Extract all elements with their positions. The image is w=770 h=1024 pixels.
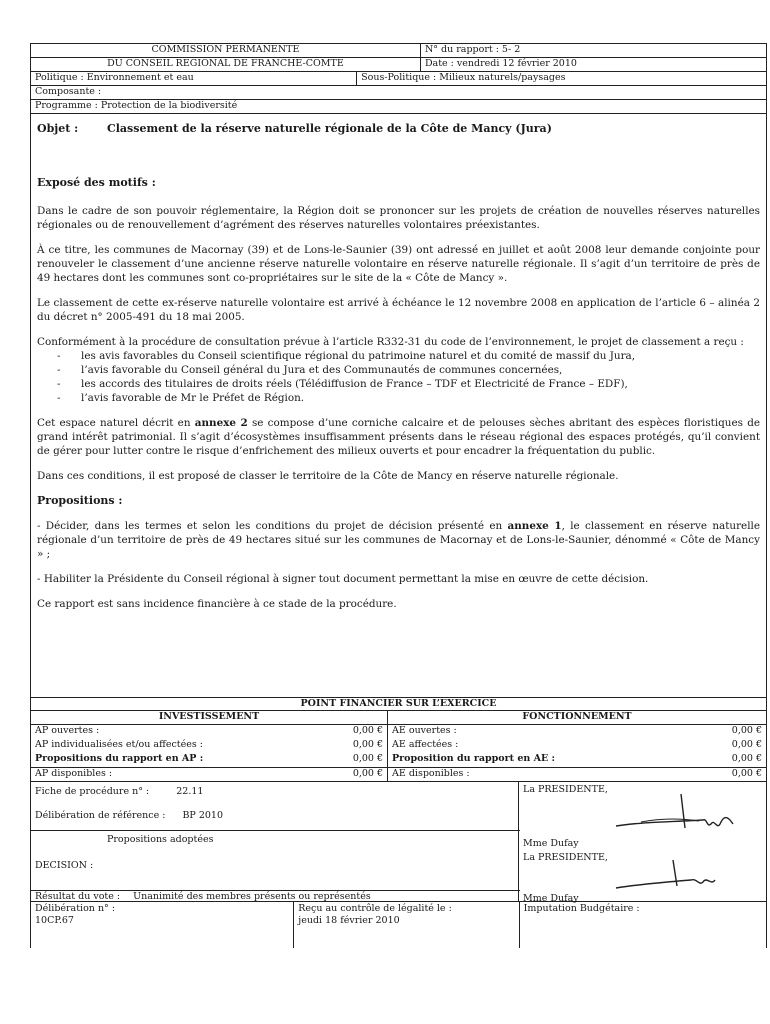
propositions-heading: Propositions : [37,494,123,507]
finance-row [31,767,766,781]
expose-heading: Exposé des motifs : [37,176,156,189]
footer-left [31,782,518,901]
finance-value: 0,00 € [352,725,384,736]
rapport-number: N° du rapport : 5- 2 [420,44,766,57]
finance-label: AP disponibles : [35,768,113,779]
finance-value: 0,00 € [352,768,384,779]
footer-bottom-row [30,902,767,948]
finance-row [31,725,766,739]
decision-label: DECISION : [35,860,94,871]
header-row-2 [30,58,767,72]
conseil-title: DU CONSEIL REGIONAL DE FRANCHE-COMTE [107,58,344,69]
objet-label: Objet : [37,122,79,135]
finance-label: AP individualisées et/ou affectées : [35,739,203,750]
deliberation-reference-value: BP 2010 [182,810,224,821]
investissement-title: INVESTISSEMENT [158,711,260,722]
finance-label: Proposition du rapport en AE : [387,753,686,767]
prop1-text-a: - Décider, dans les termes et selon les conditions du projet de décision présenté en [37,520,508,532]
footer-block [30,782,767,902]
imputation-label: Imputation Budgétaire : [523,903,640,914]
expose-paragraph-2: À ce titre, les communes de Macornay (39) et de Lons-le-Saunier (39) ont adressé en juillet et août 2008 leur demande conjointe pour renouveler le classement d’une ancienne réserve naturelle volontaire en réserve naturelle régionale. Il s’agit d’un territoire de près de 49 hectares dont les communes sont co-propriétaires sur le site de la « Côte de Mancy ». [37,244,760,284]
annexe-2-reference: annexe 2 [194,417,248,429]
finance-title: POINT FINANCIER SUR L’EXERCICE [300,698,497,709]
finance-title-row [30,698,767,711]
finance-value: 0,00 € [352,739,384,750]
finance-value: 0,00 € [731,753,762,764]
presidente-label-2: La PRESIDENTE, [523,852,608,863]
signataire-2: Mme Dufay [523,893,579,904]
imputation-cell [519,902,766,948]
header-row-1 [30,43,767,58]
objet-text: Classement de la réserve naturelle régionale de la Côte de Mancy (Jura) [107,122,552,135]
header-row-5 [30,100,767,114]
expose-paragraph-1: Dans le cadre de son pouvoir réglementaire, la Région doit se prononcer sur les projets de création de nouvelles réserves naturelles régionales ou de renouvellement d’agrément des réserves naturelles volontaires préexistantes. [37,205,760,231]
signature-1 [611,788,741,836]
proposition-1 [37,519,760,561]
recu-value: jeudi 18 février 2010 [298,915,400,926]
politique: Politique : Environnement et eau [35,72,194,83]
finance-label: Propositions du rapport en AP : [35,753,204,764]
finance-table [30,725,767,782]
deliberation-no-label: Délibération n° : [35,903,116,914]
deliberation-no-cell [31,902,293,948]
finance-value: 0,00 € [731,768,762,779]
header-row-3 [30,72,767,86]
rapport-date: Date : vendredi 12 février 2010 [420,58,766,71]
signataire-1: Mme Dufay [523,838,579,849]
finance-label: AP ouvertes : [35,725,100,736]
resultat-label: Résultat du vote : [35,891,121,902]
p5-text-c: se compose d’une corniche calcaire et de pelouses sèches abritant des espèces floristiques de grand intérêt patrimonial. Il s’agit d’écosystèmes insuffisamment présents dans le réseau régional des espaces protégés, qu’il convient de gérer pour lutter contre le risque d’enfrichement des milieux ouverts et pour encadrer la fréquentation du public. [37,417,760,457]
finance-value: 0,00 € [731,739,762,750]
financial-note: Ce rapport est sans incidence financière à ce stade de la procédure. [37,598,397,610]
finance-row [31,739,766,753]
composante: Composante : [35,86,102,97]
expose-paragraph-3: Le classement de cette ex-réserve naturelle volontaire est arrivé à échéance le 12 novembre 2008 en application de l’article 6 – alinéa 2 du décret n° 2005-491 du 18 mai 2005. [37,297,760,323]
resultat-value: Unanimité des membres présents ou représentés [133,891,371,902]
p5-text-a: Cet espace naturel décrit en [37,417,195,429]
consultation-list [37,349,760,405]
fonctionnement-title: FONCTIONNEMENT [387,711,766,724]
list-item: - l’avis favorable du Conseil général du Jura et des Communautés de communes concernées, [57,363,760,377]
fiche-label: Fiche de procédure n° : [35,786,150,797]
presidente-label-1: La PRESIDENTE, [523,784,608,795]
commission-title: COMMISSION PERMANENTE [151,44,300,55]
proposition-2: - Habiliter la Présidente du Conseil régional à signer tout document permettant la mise en œuvre de cette décision. [37,573,649,585]
finance-label: AE disponibles : [387,768,686,781]
deliberation-reference-label: Délibération de référence : [35,810,166,821]
propositions-adoptees: Propositions adoptées [107,834,214,845]
expose-paragraph-5 [37,416,760,458]
finance-value: 0,00 € [731,725,762,736]
signature-2 [611,856,731,898]
document-page [30,43,767,948]
objet-line [37,122,760,136]
header-row-4 [30,86,767,100]
finance-row [31,753,766,767]
footer-right [518,782,766,904]
finance-label: AE affectées : [387,739,686,753]
list-item: - les accords des titulaires de droits réels (Télédiffusion de France – TDF et Electricité de France – EDF), [57,377,760,391]
programme: Programme : Protection de la biodiversité [35,100,238,111]
finance-label: AE ouvertes : [387,725,686,739]
recu-label: Reçu au contrôle de légalité le : [298,903,452,914]
expose-paragraph-6: Dans ces conditions, il est proposé de classer le territoire de la Côte de Mancy en réserve naturelle régionale. [37,470,619,482]
finance-value: 0,00 € [352,753,384,764]
sous-politique: Sous-Politique : Milieux naturels/paysages [356,72,766,85]
deliberation-no-value: 10CP.67 [35,915,74,926]
list-item: - les avis favorables du Conseil scientifique régional du patrimoine naturel et du comité de massif du Jura, [57,349,760,363]
list-item: - l’avis favorable de Mr le Préfet de Région. [57,391,760,405]
finance-columns-row [30,711,767,725]
recu-cell [293,902,518,948]
expose-paragraph-4: Conformément à la procédure de consultation prévue à l’article R332-31 du code de l’environnement, le projet de classement a reçu : [37,336,744,348]
prop1-text-c: , le classement en réserve naturelle régionale d’un territoire de près de 49 hectares situé sur les communes de Macornay et de Lons-le-Saunier, dénommé « Côte de Mancy » ; [37,520,760,560]
report-body [30,114,767,698]
annexe-1-reference: annexe 1 [507,520,562,532]
fiche-value: 22.11 [176,786,204,797]
